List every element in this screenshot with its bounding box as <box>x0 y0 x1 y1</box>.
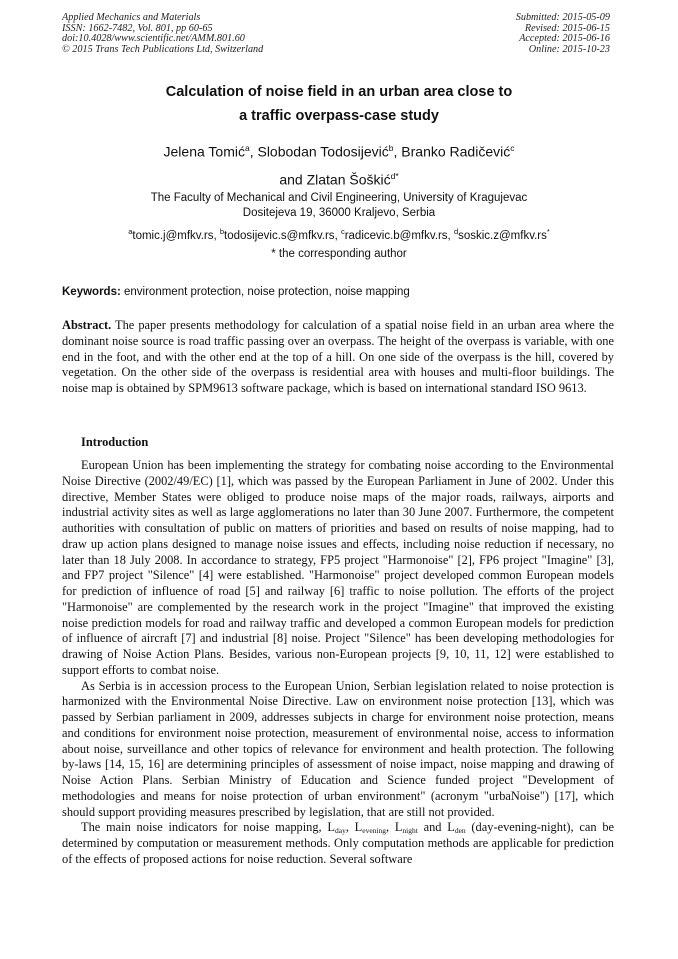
dates-header <box>516 13 610 55</box>
submitted-date: Submitted: 2015-05-09 <box>515 12 610 23</box>
journal-header <box>62 13 263 55</box>
author-mark: a <box>244 143 250 153</box>
copyright-line: © 2015 Trans Tech Publications Ltd, Switzerland <box>62 43 264 55</box>
introduction-body <box>62 458 614 868</box>
author-line-2 <box>0 164 678 192</box>
online-date: Online: 2015-10-23 <box>528 43 610 55</box>
email-list: $^a$tomic.j@mfkv.rs, $^b$todosijevic.s@mfkv.rs, $^c$radicevic.b@mfkv.rs, $^d$soskic.z@mfkv.rs* <box>128 227 550 242</box>
intro-p3-text: , L <box>345 820 363 835</box>
author-name: Branko Radičević <box>401 143 511 160</box>
author-name: Zlatan Šoškić <box>306 171 391 188</box>
doi-line[interactable]: doi:10.4028/www.scientific.net/AMM.801.60 <box>62 33 245 45</box>
corresponding-author-note: * the corresponding author <box>271 248 407 260</box>
email-mark: d <box>453 227 459 236</box>
intro-p3-start: The main noise indicators for noise mapping, L <box>81 820 335 835</box>
intro-paragraph-1: European Union has been implementing the strategy for combating noise according to the Environmental Noise Directive (2002/49/EC) [1], which was passed by the European Parliament in June of 2002. Under this directive, Member States were obliged to produce noise maps of the major roads, railways, airports and industrial activity sites as well as large agglomerations no later than 30 June 2007. Furthermore, the competent authorities with consultation of public on matters of priorities and based on results of noise mapping, had to draw up action plans designed to manage noise issues and effects, including noise reduction if necessary, no later than 18 July 2008. In accordance to strategy, FP5 project "Harmonoise" [2], FP6 project "Imagine" [3], and FP7 project "Silence" [4] were established. "Harmonoise" project developed common European models for prediction of influence of road [5] and railway [6] traffic to noise pollution. The efforts of the project "Harmonoise" are complemented by the research work in the project "Imagine" that improved the existing noise prediction models for road and railway traffic and developed a common European models for prediction of influence of aircraft [7] and industrial [8] noise. Project "Silence" has been developing methodologies for drawing of Noise Action Plans. Besides, various non-European projects [9, 10, 11, 12] were established to support efforts to combat noise. <box>62 458 614 677</box>
author-mark: c <box>510 143 515 153</box>
email-link[interactable]: todosijevic.s@mfkv.rs <box>224 229 335 242</box>
email-link[interactable]: soskic.z@mfkv.rs <box>458 229 547 242</box>
keywords <box>62 285 614 299</box>
indicator-subscript: day <box>334 826 346 836</box>
indicator-subscript: night <box>402 826 418 836</box>
affiliation-line-2: Dositejeva 19, 36000 Kraljevo, Serbia <box>242 206 436 219</box>
author-name: Slobodan Todosijević <box>257 143 389 160</box>
author-list <box>0 136 678 191</box>
revised-date: Revised: 2015-06-15 <box>524 22 610 34</box>
abstract-label: Abstract. <box>62 318 112 332</box>
title-line-1: Calculation of noise field in an urban area close to <box>165 84 513 100</box>
section-heading-introduction: Introduction <box>81 435 149 449</box>
keywords-text: environment protection, noise protection, noise mapping <box>124 286 410 298</box>
email-link[interactable]: tomic.j@mfkv.rs <box>132 229 214 242</box>
email-end-mark: * <box>546 227 550 236</box>
indicator-subscript: evening <box>362 826 386 836</box>
intro-p3-end: (day-evening-night), can be determined by computation or measurement methods. Only computation methods are applicable for prediction of the effects of proposed actions for noise reduction. Several software <box>62 820 615 866</box>
affiliation <box>0 191 678 220</box>
indicator-subscript: den <box>454 826 466 836</box>
affiliation-line-1: The Faculty of Mechanical and Civil Engineering, University of Kragujevac <box>150 192 528 204</box>
issn-line: ISSN: 1662-7482, Vol. 801, pp 60-65 <box>62 22 213 34</box>
intro-paragraph-2: As Serbia is in accession process to the European Union, Serbian legislation related to noise protection is harmonized with the Environmental Noise Directive. Law on environment noise protection [13], which was passed by Serbian parliament in 2009, addresses subjects in charge for environment noise protection, means and conditions for environment noise protection, measurement of environmental noise, access to information about noise, surveillance and other topics of relevance for environment and health protection. The following by-laws [14, 15, 16] are determining principles of assessment of noise impact, noise mapping and drawing of Noise Action Plans. Serbian Ministry of Education and Science funded project "Development of methodologies and means for noise protection of urban environment" (acronym "urbaNoise") [17], which should support providing measures prescribed by legislation, that are still not provided. <box>62 678 614 819</box>
intro-p3-text: , L <box>386 820 403 835</box>
email-link[interactable]: radicevic.b@mfkv.rs <box>344 229 448 242</box>
author-name: Jelena Tomić <box>163 143 245 160</box>
paper-title <box>0 80 678 128</box>
intro-paragraph-3 <box>62 820 614 867</box>
email-mark: b <box>219 227 225 236</box>
intro-p3-text: and L <box>417 820 455 835</box>
authors-conjunction: and <box>279 171 303 188</box>
email-mark: c <box>340 227 345 236</box>
email-mark: a <box>128 227 133 236</box>
journal-name: Applied Mechanics and Materials <box>62 12 201 23</box>
title-line-2: a traffic overpass-case study <box>239 108 439 124</box>
keywords-label: Keywords: <box>62 286 121 298</box>
abstract <box>62 318 614 397</box>
author-mark: d* <box>390 170 399 181</box>
accepted-date: Accepted: 2015-06-16 <box>519 33 610 45</box>
abstract-text: The paper presents methodology for calculation of a spatial noise field in an urban area where the dominant noise source is road traffic passing over an overpass. The height of the overpass is variable, with one end in the foot, and with the other end at the top of a hill. On one side of the overpass is the hill, covered by vegetation. On the other side of the overpass is residential area with houses and multi-floor buildings. The noise map is obtained by SPM9613 software package, which is based on international standard ISO 9613. <box>62 318 614 395</box>
author-mark: b <box>388 143 394 153</box>
author-line-1: Jelena Tomić$^a$, Slobodan Todosijević$^b$, Branko Radičević$^c$ <box>163 143 515 160</box>
